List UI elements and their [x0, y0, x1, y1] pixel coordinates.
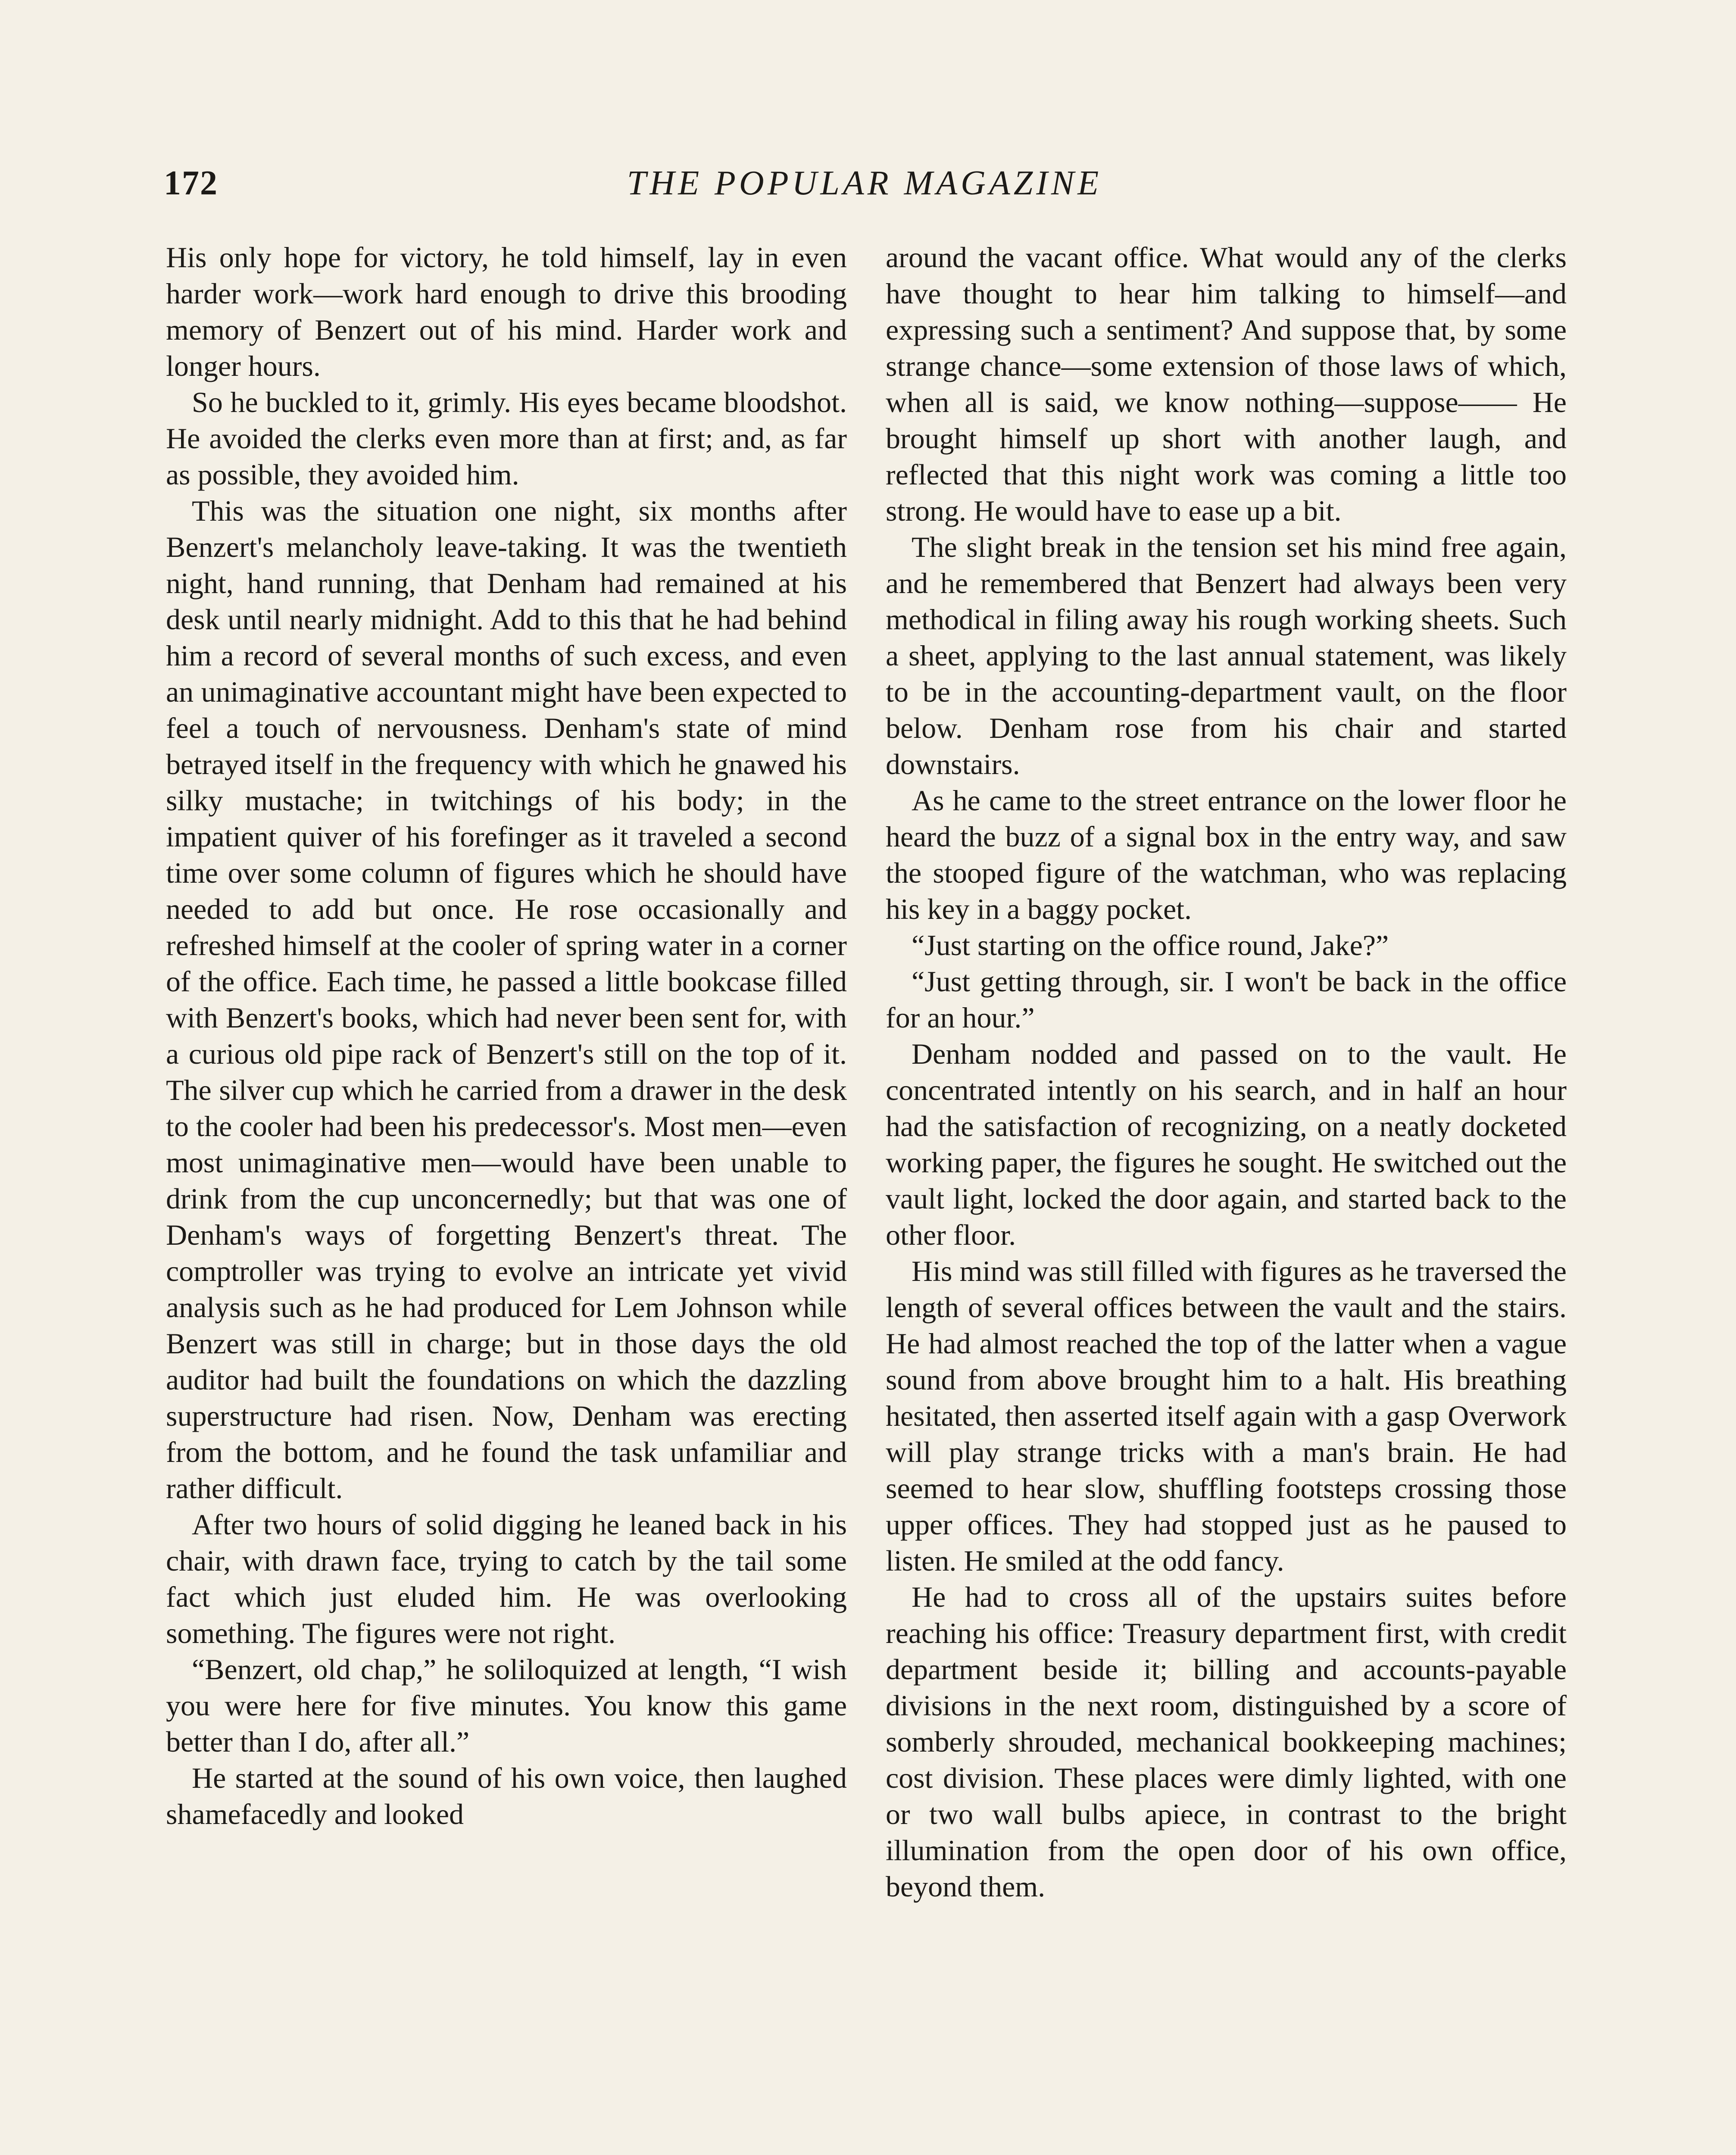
- paragraph: As he came to the street entrance on the lower floor he heard the buzz of a signal box in the entry way, and saw the stooped figure of the watchman, who was replacing his key in a baggy pocket.: [886, 784, 1567, 925]
- paragraph: “Benzert, old chap,” he soliloquized at length, “I wish you were here for five minutes. You know this game better than I do, after all.”: [166, 1653, 847, 1758]
- paragraph: around the vacant office. What would any of the clerks have thought to hear him talking to himself—and expressing such a sentiment? And suppose that, by some strange chance—some extension of those laws of which, when all is said, we know nothing—suppose—— He brought himself up short with another laugh, and reflected that this night work was coming a little too strong. He would have to ease up a bit.: [886, 241, 1567, 527]
- paragraph: He started at the sound of his own voice, then laughed shamefacedly and looked: [166, 1761, 847, 1830]
- paragraph: Denham nodded and passed on to the vault. He concentrated intently on his search, and in half an hour had the satisfaction of recognizing, on a neatly docketed working paper, the figures he sought. He switched out the vault light, locked the door again, and started back to the other floor.: [886, 1037, 1567, 1251]
- paragraph: He had to cross all of the upstairs suites before reaching his office: Treasury department first, with credit department beside it; billing and accounts-payable divisions in the next room, distinguished by a score of somberly shrouded, mechanical bookkeeping machines; cost division. These places were dimly lighted, with one or two wall bulbs apiece, in contrast to the bright illumination from the open door of his own office, beyond them.: [886, 1580, 1567, 1903]
- page-number: 172: [164, 164, 218, 202]
- left-column: [166, 239, 847, 2155]
- paragraph: The slight break in the tension set his mind free again, and he remembered that Benzert had always been very methodical in filing away his rough working sheets. Such a sheet, applying to the last annual statement, was likely to be in the accounting-department vault, on the floor below. Denham rose from his chair and started downstairs.: [886, 531, 1567, 781]
- paragraph: After two hours of solid digging he leaned back in his chair, with drawn face, trying to catch by the tail some fact which just eluded him. He was overlooking something. The figures were not right.: [166, 1508, 847, 1649]
- page-header: [164, 164, 1565, 216]
- paragraph: “Just getting through, sir. I won't be back in the office for an hour.”: [886, 965, 1567, 1034]
- paragraph: “Just starting on the office round, Jake?”: [912, 929, 1389, 962]
- paragraph: His only hope for victory, he told himself, lay in even harder work—work hard enough to drive this brooding memory of Benzert out of his mind. Harder work and longer hours.: [166, 241, 847, 382]
- paragraph: This was the situation one night, six months after Benzert's melancholy leave-taking. It was the twentieth night, hand running, that Denham had remained at his desk until nearly midnight. Add to this that he had behind him a record of several months of such excess, and even an unimaginative accountant might have been expected to feel a touch of nervousness. Denham's state of mind betrayed itself in the frequency with which he gnawed his silky mustache; in twitchings of his body; in the impatient quiver of his forefinger as it traveled a second time over some column of figures which he should have needed to add but once. He rose occasionally and refreshed himself at the cooler of spring water in a corner of the office. Each time, he passed a little bookcase filled with Benzert's books, which had never been sent for, with a curious old pipe rack of Benzert's still on the top of it. The silver cup which he carried from a drawer in the desk to the cooler had been his predecessor's. Most men—even most unimaginative men—would have been unable to drink from the cup unconcernedly; but that was one of Denham's ways of forgetting Benzert's threat. The comptroller was trying to evolve an intricate yet vivid analysis such as he had produced for Lem Johnson while Benzert was still in charge; but in those days the old auditor had built the foundations on which the dazzling superstructure had risen. Now, Denham was erecting from the bottom, and he found the task unfamiliar and rather difficult.: [166, 494, 847, 1505]
- right-column: [886, 239, 1567, 2155]
- running-title: THE POPULAR MAGAZINE: [627, 164, 1102, 202]
- paragraph: His mind was still filled with figures as he traversed the length of several offices between the vault and the stairs. He had almost reached the top of the latter when a vague sound from above brought him to a halt. His breathing hesitated, then asserted itself again with a gasp Overwork will play strange tricks with a man's brain. He had seemed to hear slow, shuffling footsteps crossing those upper offices. They had stopped just as he paused to listen. He smiled at the odd fancy.: [886, 1255, 1567, 1577]
- paragraph: So he buckled to it, grimly. His eyes became bloodshot. He avoided the clerks even more than at first; and, as far as possible, they avoided him.: [166, 386, 847, 491]
